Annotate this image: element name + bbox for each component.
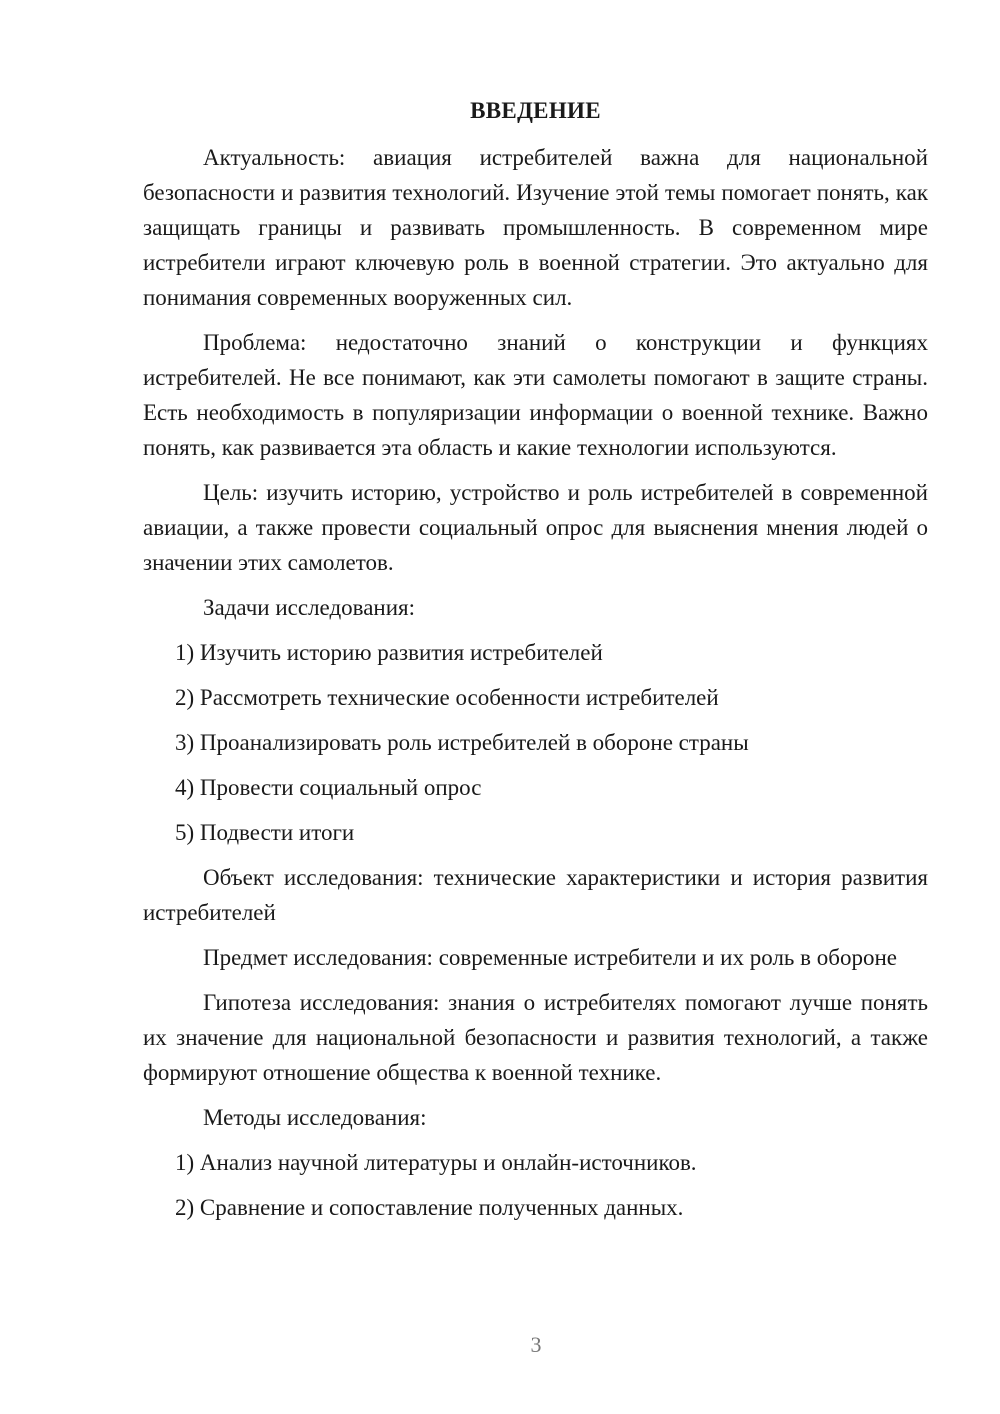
object-paragraph: Объект исследования: технические характеристики и история развития истребителей — [143, 865, 928, 925]
problem-paragraph: Проблема: недостаточно знаний о конструкции и функциях истребителей. Не все понимают, как эти самолеты помогают в защите страны. Есть необходимость в популяризации информации о военной технике. Важно понять, как развивается эта область и какие технологии используются. — [143, 330, 928, 460]
tasks-list — [143, 635, 928, 850]
page-content — [143, 93, 928, 1235]
list-item: 2) Рассмотреть технические особенности истребителей — [175, 685, 719, 710]
tasks-heading: Задачи исследования: — [203, 595, 416, 620]
list-item: 3) Проанализировать роль истребителей в обороне страны — [175, 730, 749, 755]
methods-list — [143, 1145, 928, 1225]
list-item: 1) Изучить историю развития истребителей — [175, 640, 603, 665]
goal-paragraph: Цель: изучить историю, устройство и роль истребителей в современной авиации, а также провести социальный опрос для выяснения мнения людей о значении этих самолетов. — [143, 480, 928, 575]
relevance-paragraph: Актуальность: авиация истребителей важна для национальной безопасности и развития технологий. Изучение этой темы помогает понять, как защищать границы и развивать промышленность. В современном мире истребители играют ключевую роль в военной стратегии. Это актуально для понимания современных вооруженных сил. — [143, 145, 928, 310]
section-title: ВВЕДЕНИЕ — [470, 98, 601, 123]
list-item: 5) Подвести итоги — [175, 820, 355, 845]
list-item: 2) Сравнение и сопоставление полученных данных. — [175, 1195, 684, 1220]
list-item: 1) Анализ научной литературы и онлайн-источников. — [175, 1150, 697, 1175]
list-item: 4) Провести социальный опрос — [175, 775, 482, 800]
methods-heading: Методы исследования: — [203, 1105, 427, 1130]
hypothesis-paragraph: Гипотеза исследования: знания о истребителях помогают лучше понять их значение для национальной безопасности и развития технологий, а также формируют отношение общества к военной технике. — [143, 990, 928, 1085]
page-number: 3 — [530, 1332, 542, 1357]
subject-paragraph: Предмет исследования: современные истребители и их роль в обороне — [203, 945, 897, 970]
